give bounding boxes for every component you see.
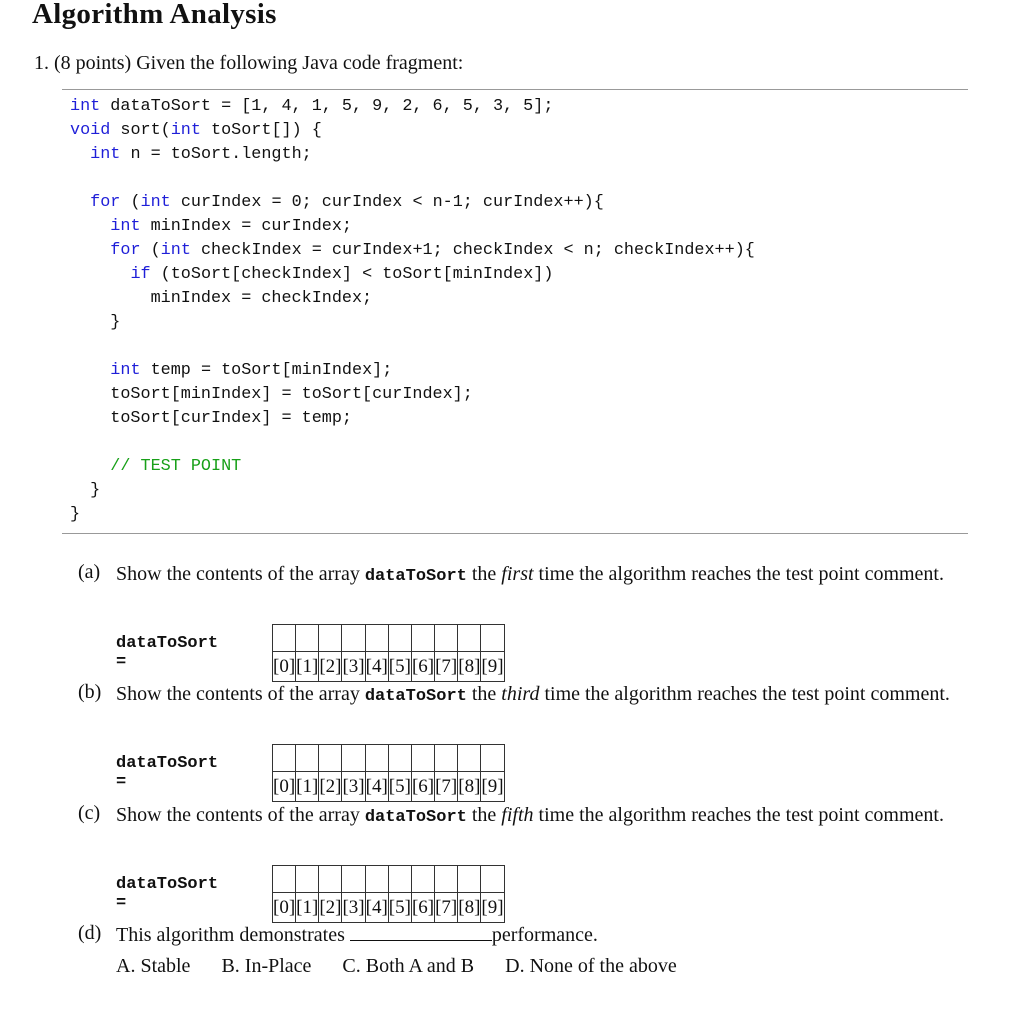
code-line [70,215,755,239]
index-label: [1] [296,893,319,923]
part-text: time the algorithm reaches the test point comment. [533,563,944,585]
answer-cell[interactable] [435,625,458,652]
var-name: dataToSort [364,567,467,586]
index-label: [4] [365,893,388,923]
option-a[interactable]: A. Stable [116,955,191,977]
part-text: Show the contents of the array [116,563,365,585]
ordinal: third [501,683,540,705]
index-label: [9] [481,652,504,682]
index-label: [2] [319,893,342,923]
answer-cell[interactable] [296,745,319,772]
part-text: Show the contents of the array [116,683,365,705]
array-table [272,624,505,682]
answer-cell[interactable] [481,625,504,652]
answer-cell[interactable] [481,866,504,893]
code-comment: // TEST POINT [110,457,242,476]
array-label: dataToSort = [116,634,219,672]
index-label: [8] [458,772,481,802]
code-keyword: for [110,241,141,260]
index-label: [7] [435,772,458,802]
index-label: [6] [411,652,434,682]
code-text [70,457,110,476]
code-keyword: int [90,145,121,164]
ordinal: first [501,563,534,585]
answer-cell[interactable] [365,625,388,652]
var-name: dataToSort [364,687,467,706]
option-d[interactable]: D. None of the above [505,955,677,977]
var-name: dataToSort [364,808,467,827]
code-line [70,239,755,263]
part-d-text: This algorithm demonstrates [116,924,350,946]
answer-cell[interactable] [319,625,342,652]
array-label: dataToSort = [116,754,219,792]
page-title: Algorithm Analysis [32,0,277,30]
index-label: [7] [435,652,458,682]
code-text: n = toSort.length; [120,145,312,164]
code-keyword: int [160,241,191,260]
array-table [272,744,505,802]
code-text: sort( [110,121,171,140]
code-block [70,95,755,527]
index-label: [2] [319,652,342,682]
code-text: dataToSort = [1, 4, 1, 5, 9, 2, 6, 5, 3, 5]; [100,97,554,116]
code-text: temp = toSort[minIndex]; [140,361,393,380]
code-keyword: int [140,193,171,212]
index-label: [9] [481,893,504,923]
code-keyword: void [70,121,111,140]
code-line [70,191,755,215]
answer-cell[interactable] [435,745,458,772]
index-label: [3] [342,652,365,682]
code-text: ( [120,193,141,212]
code-text: curIndex = 0; curIndex < n-1; curIndex++){ [170,193,604,212]
index-label: [4] [365,772,388,802]
code-text: (toSort[checkIndex] < toSort[minIndex]) [150,265,554,284]
index-label: [5] [388,893,411,923]
code-line [70,311,755,335]
code-text [70,265,130,284]
answer-cell[interactable] [273,866,296,893]
index-label: [5] [388,652,411,682]
code-text [70,361,110,380]
code-keyword: int [70,97,101,116]
answer-cell[interactable] [458,745,481,772]
part-text: time the algorithm reaches the test point comment. [533,804,944,826]
answer-cell[interactable] [342,866,365,893]
index-label: [7] [435,893,458,923]
code-line [70,335,755,359]
code-text: } [70,313,121,332]
part-text: the [466,563,502,585]
part-text: the [466,683,502,705]
index-label: [9] [481,772,504,802]
code-text: } [70,505,81,524]
code-line [70,455,755,479]
code-keyword: int [170,121,201,140]
code-text [70,145,90,164]
index-label: [8] [458,652,481,682]
answer-cell[interactable] [435,866,458,893]
part-text: the [466,804,502,826]
code-keyword: int [110,361,141,380]
code-keyword: for [90,193,121,212]
answer-blank[interactable] [350,922,492,941]
answer-cell[interactable] [365,866,388,893]
answer-cell[interactable] [365,745,388,772]
code-keyword: if [130,265,151,284]
index-label: [2] [319,772,342,802]
code-text [70,241,110,260]
part-label: (d) [78,922,102,944]
ordinal: fifth [501,804,534,826]
part-text: time the algorithm reaches the test point comment. [539,683,950,705]
answer-cell[interactable] [458,866,481,893]
index-label: [6] [411,772,434,802]
code-text: checkIndex = curIndex+1; checkIndex < n; checkIndex++){ [190,241,755,260]
code-keyword: int [110,217,141,236]
answer-cell[interactable] [296,625,319,652]
divider-top [62,89,968,90]
options [116,955,703,978]
index-label: [0] [273,652,296,682]
answer-cell[interactable] [342,625,365,652]
answer-cell[interactable] [388,866,411,893]
divider-bottom [62,533,968,534]
index-label: [0] [273,772,296,802]
part-text: Show the contents of the array [116,804,365,826]
answer-cell[interactable] [273,625,296,652]
index-label: [1] [296,652,319,682]
index-label: [3] [342,893,365,923]
code-text [70,217,110,236]
code-text: minIndex = checkIndex; [70,289,373,308]
code-line [70,287,755,311]
answer-cell[interactable] [411,625,434,652]
index-label: [8] [458,893,481,923]
answer-cell[interactable] [458,625,481,652]
index-label: [1] [296,772,319,802]
part-d-text-end: performance. [491,924,598,946]
array-label: dataToSort = [116,875,219,913]
index-label: [6] [411,893,434,923]
code-text: ( [140,241,161,260]
answer-cell[interactable] [319,866,342,893]
code-text [70,193,90,212]
array-table [272,865,505,923]
option-b[interactable]: B. In-Place [221,955,312,977]
answer-cell[interactable] [411,866,434,893]
code-line [70,431,755,455]
code-line [70,167,755,191]
code-line [70,503,755,527]
code-line [70,119,755,143]
code-line [70,143,755,167]
index-label: [3] [342,772,365,802]
option-c[interactable]: C. Both A and B [342,955,475,977]
question-text: 1. (8 points) Given the following Java code fragment: [34,52,464,74]
code-text: } [70,481,101,500]
code-line [70,95,755,119]
code-text: minIndex = curIndex; [140,217,352,236]
part-label: (c) [78,802,101,824]
code-text: toSort[minIndex] = toSort[curIndex]; [70,385,473,404]
index-label: [0] [273,893,296,923]
answer-cell[interactable] [388,625,411,652]
code-line [70,359,755,383]
code-line [70,383,755,407]
answer-cell[interactable] [296,866,319,893]
answer-cell[interactable] [481,745,504,772]
answer-cell[interactable] [411,745,434,772]
answer-cell[interactable] [319,745,342,772]
part-label: (b) [78,681,102,703]
answer-cell[interactable] [342,745,365,772]
part-label: (a) [78,561,101,583]
code-line [70,407,755,431]
code-text: toSort[curIndex] = temp; [70,409,352,428]
code-text: toSort[]) { [200,121,322,140]
code-line [70,479,755,503]
answer-cell[interactable] [273,745,296,772]
index-label: [5] [388,772,411,802]
answer-cell[interactable] [388,745,411,772]
index-label: [4] [365,652,388,682]
code-line [70,263,755,287]
